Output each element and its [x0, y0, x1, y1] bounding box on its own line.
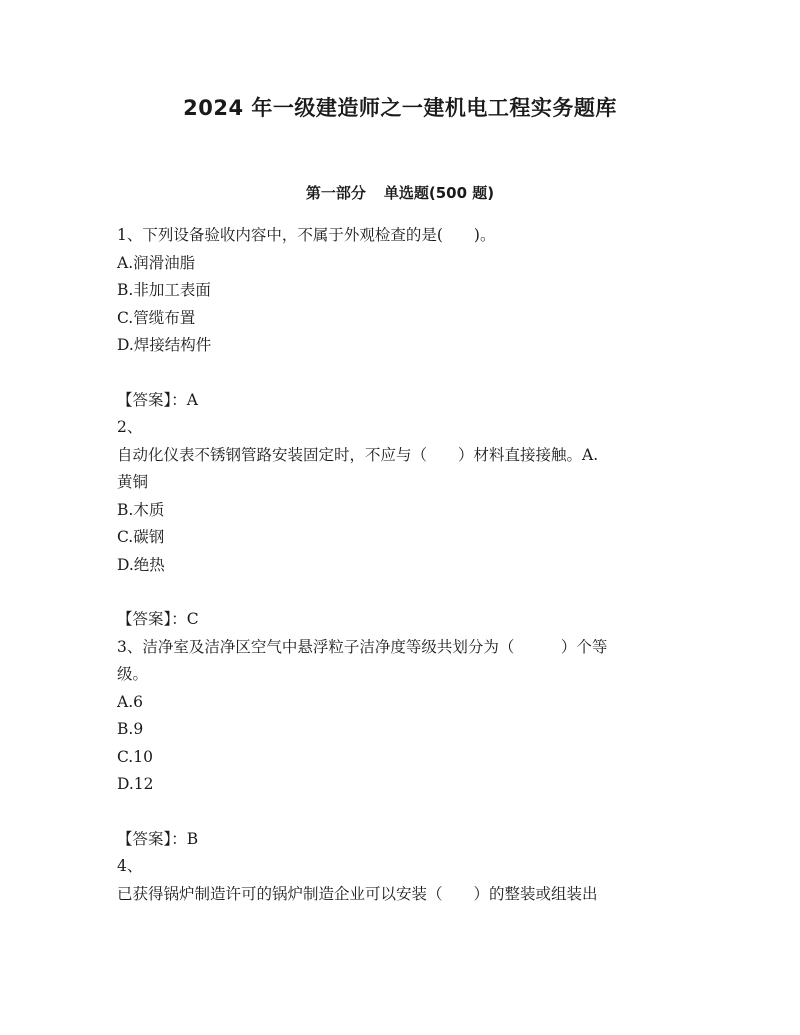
question-4	[117, 853, 683, 908]
document-title: 2024 年一级建造师之一建机电工程实务题库	[183, 96, 617, 120]
option-a: A.润滑油脂	[117, 253, 196, 272]
option-c: C.碳钢	[117, 528, 165, 546]
section-part-label: 第一部分	[305, 184, 366, 202]
question-stem: 1、下列设备验收内容中，不属于外观检查的是( )。	[117, 226, 496, 244]
question-stem-line-2: 级。	[117, 665, 149, 683]
option-a: A.6	[117, 692, 143, 711]
option-b: B.非加工表面	[117, 281, 211, 299]
question-stem-line-1: 自动化仪表不锈钢管路安装固定时，不应与（ ）材料直接接触。A.	[117, 445, 599, 464]
option-b: B.9	[117, 720, 144, 738]
option-b: B.木质	[117, 500, 165, 519]
option-c: C.管缆布置	[117, 308, 196, 327]
answer-line: 【答案】：B	[117, 829, 199, 848]
option-d: D.12	[117, 775, 154, 793]
question-1	[117, 222, 683, 414]
answer-line: 【答案】：A	[117, 390, 198, 409]
question-number: 4、	[117, 857, 143, 875]
option-d: D.绝热	[117, 555, 165, 574]
question-number: 2、	[117, 418, 143, 436]
question-stem-line-2: 黄铜	[117, 473, 149, 491]
answer-line: 【答案】：C	[117, 610, 199, 628]
section-heading	[0, 182, 800, 203]
question-stem-line-1: 3、洁净室及洁净区空气中悬浮粒子洁净度等级共划分为（ ）个等	[117, 637, 608, 656]
option-d: D.焊接结构件	[117, 336, 212, 354]
section-name-label: 单选题(500 题)	[383, 184, 495, 202]
question-2	[117, 414, 683, 634]
option-c: C.10	[117, 747, 153, 766]
question-list	[117, 222, 683, 908]
question-3	[117, 634, 683, 854]
question-stem-line-1: 已获得锅炉制造许可的锅炉制造企业可以安装（ ）的整装或组装出	[117, 884, 598, 903]
